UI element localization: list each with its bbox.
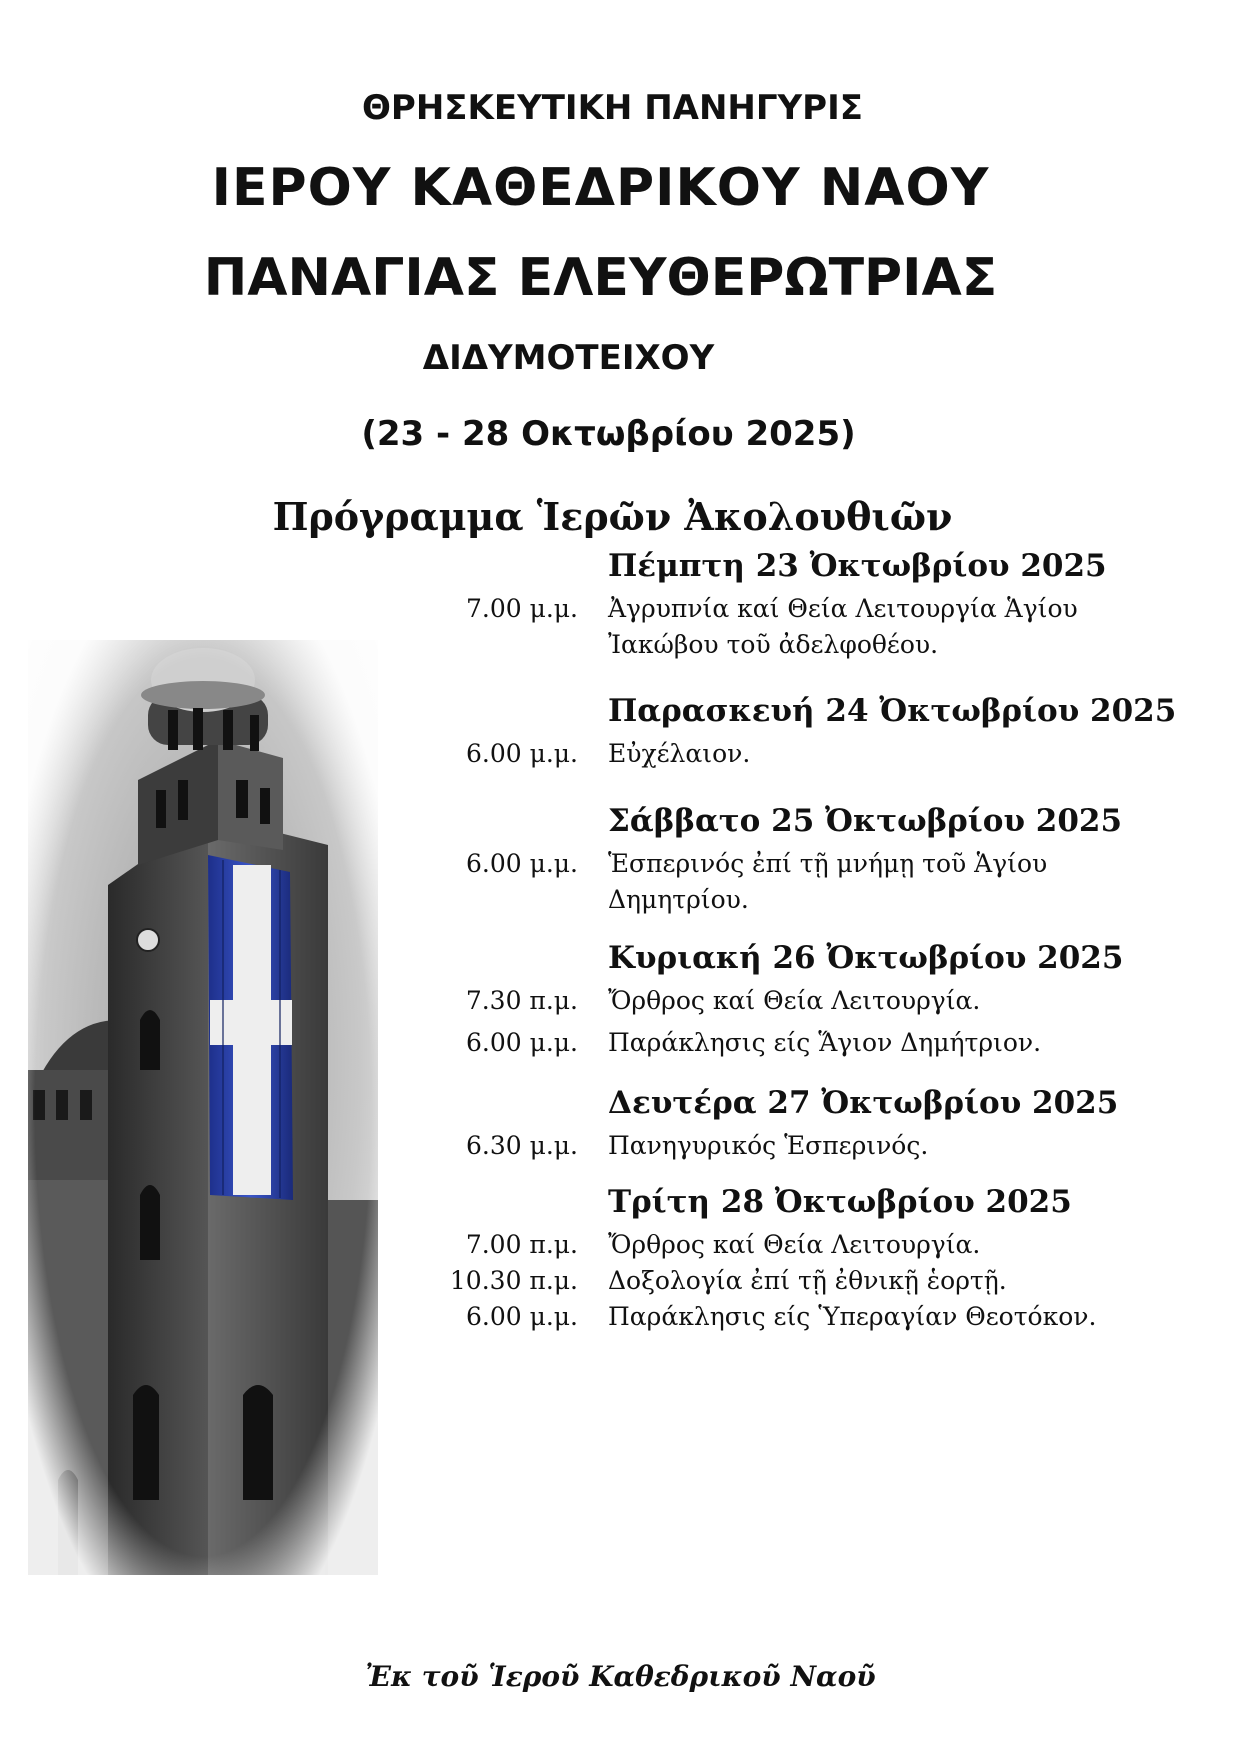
day-title: Τρίτη 28 Ὀκτωβρίου 2025 <box>608 1184 1072 1220</box>
service-time: 6.00 μ.μ. <box>466 739 578 768</box>
service-description: Ἀγρυπνία καί Θεία Λειτουργία Ἁγίου <box>608 594 1078 623</box>
footer-signature: Ἐκ τοῦ Ἱεροῦ Καθεδρικοῦ Ναοῦ <box>365 1660 876 1693</box>
service-description: Παράκλησις είς Ὑπεραγίαν Θεοτόκον. <box>608 1302 1097 1331</box>
service-description: Ἰακώβου τοῦ ἀδελφοθέου. <box>608 630 939 659</box>
day-title: Κυριακή 26 Ὀκτωβρίου 2025 <box>608 940 1124 976</box>
day-title: Δευτέρα 27 Ὀκτωβρίου 2025 <box>608 1085 1119 1121</box>
service-description: Ἑσπερινός ἐπί τῇ μνήμῃ τοῦ Ἁγίου <box>608 849 1048 878</box>
festival-dates: (23 - 28 Οκτωβρίου 2025) <box>361 414 856 454</box>
city-name: ΔΙΔΥΜΟΤΕΙΧΟΥ <box>422 338 715 378</box>
service-description: Δοξολογία ἐπί τῇ ἐθνικῇ ἑορτῇ. <box>608 1266 1007 1295</box>
service-time: 6.00 μ.μ. <box>466 1302 578 1331</box>
service-time: 6.00 μ.μ. <box>466 1028 578 1057</box>
service-time: 7.30 π.μ. <box>465 986 578 1015</box>
service-description: Ὄρθρος καί Θεία Λειτουργία. <box>608 1230 981 1259</box>
service-description: Ὄρθρος καί Θεία Λειτουργία. <box>608 986 981 1015</box>
day-title: Πέμπτη 23 Ὀκτωβρίου 2025 <box>608 548 1107 584</box>
service-time: 10.30 π.μ. <box>449 1266 578 1295</box>
day-title: Παρασκευή 24 Ὀκτωβρίου 2025 <box>608 693 1177 729</box>
service-time: 7.00 π.μ. <box>465 1230 578 1259</box>
service-description: Παράκλησις είς Ἅγιον Δημήτριον. <box>608 1028 1042 1057</box>
service-time: 6.30 μ.μ. <box>466 1131 578 1160</box>
cathedral-title: ΙΕΡΟΥ ΚΑΘΕΔΡΙΚΟΥ ΝΑΟΥ <box>211 158 990 218</box>
program-title: Πρόγραμμα Ἱερῶν Ἀκολουθιῶν <box>272 494 953 539</box>
service-time: 6.00 μ.μ. <box>466 849 578 878</box>
service-description: Πανηγυρικός Ἑσπερινός. <box>608 1131 929 1160</box>
church-tower-image <box>28 640 378 1575</box>
service-time: 7.00 μ.μ. <box>466 594 578 623</box>
cathedral-name: ΠΑΝΑΓΙΑΣ ΕΛΕΥΘΕΡΩΤΡΙΑΣ <box>203 248 998 308</box>
day-title: Σάββατο 25 Ὀκτωβρίου 2025 <box>608 803 1123 839</box>
festival-label: ΘΡΗΣΚΕΥΤΙΚΗ ΠΑΝΗΓΥΡΙΣ <box>362 88 863 128</box>
service-description: Δημητρίου. <box>608 885 749 914</box>
service-description: Εὐχέλαιον. <box>608 739 751 768</box>
